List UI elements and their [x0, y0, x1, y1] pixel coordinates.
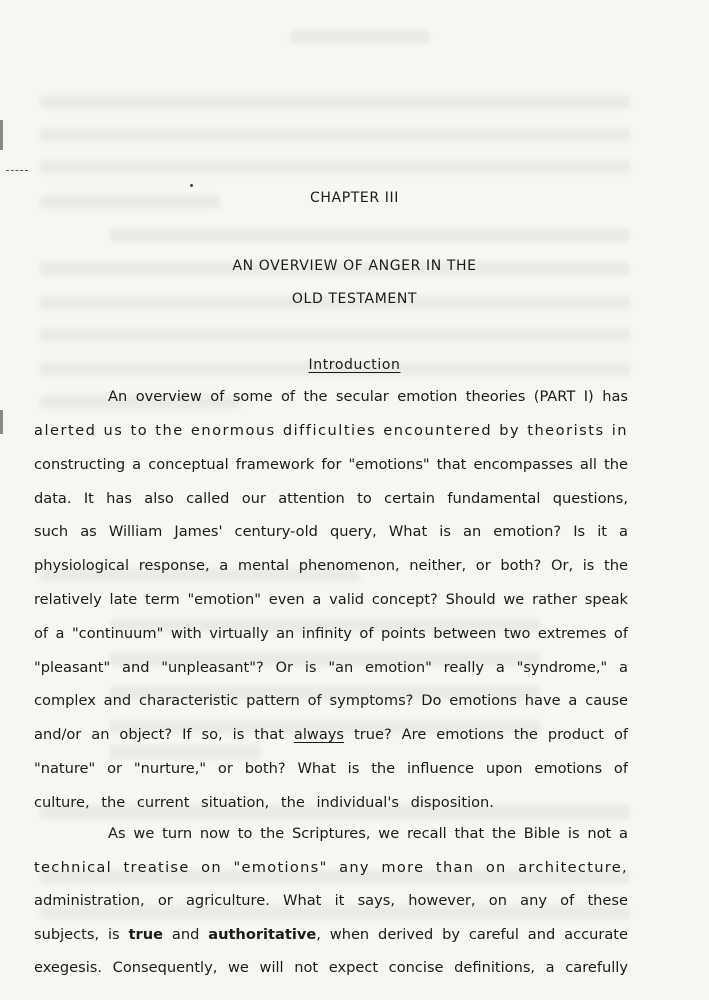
paragraph-line — [34, 925, 628, 945]
paragraph-line: constructing a conceptual framework for "emotions" that encompasses all the — [34, 456, 628, 473]
scan-dot-mark — [190, 184, 193, 187]
paragraph-text: , when derived by careful and accurate — [316, 926, 629, 943]
paragraph-line: "nature" or "nurture," or both? What is the influence upon emotions of — [34, 760, 628, 777]
section-heading-text: Introduction — [308, 357, 401, 373]
paragraph-line: exegesis. Consequently, we will not expect concise definitions, a carefully — [34, 959, 628, 976]
paragraph-text: and/or an object? If so, is that — [34, 726, 294, 743]
paragraph-text: true? Are emotions the product of — [344, 726, 629, 743]
scan-edge-mark — [0, 120, 3, 150]
paragraph-line: relatively late term "emotion" even a valid concept? Should we rather speak — [34, 591, 628, 608]
paragraph-line: administration, or agriculture. What it says, however, on any of these — [34, 892, 628, 909]
emphasized-word: always — [293, 726, 345, 743]
chapter-title-line-2: OLD TESTAMENT — [291, 291, 418, 307]
paragraph-line: such as William James' century-old query, What is an emotion? Is it a — [34, 523, 628, 540]
bold-word: true — [128, 926, 164, 943]
paragraph-line: technical treatise on "emotions" any more than on architecture, — [34, 859, 628, 876]
paragraph-line: of a "continuum" with virtually an infinity of points between two extremes of — [34, 625, 628, 642]
bold-word: authoritative — [208, 926, 317, 943]
paragraph-line: "pleasant" and "unpleasant"? Or is "an emotion" really a "syndrome," a — [34, 659, 628, 676]
scan-dash-mark — [6, 170, 28, 173]
paragraph-text: and — [163, 926, 209, 943]
chapter-title-line-1: AN OVERVIEW OF ANGER IN THE — [232, 258, 477, 274]
section-heading — [0, 356, 709, 374]
chapter-heading: CHAPTER III — [310, 190, 399, 206]
paragraph-line: physiological response, a mental phenomenon, neither, or both? Or, is the — [34, 557, 628, 574]
paragraph-line: As we turn now to the Scriptures, we recall that the Bible is not a — [108, 825, 628, 842]
paragraph-line: complex and characteristic pattern of symptoms? Do emotions have a cause — [34, 692, 628, 709]
paragraph-line: alerted us to the enormous difficulties encountered by theorists in — [34, 422, 628, 439]
paragraph-line: culture, the current situation, the individual's disposition. — [34, 794, 494, 811]
paragraph-text: subjects, is — [34, 926, 129, 943]
paragraph-line: An overview of some of the secular emotion theories (PART I) has — [108, 388, 628, 405]
scan-edge-mark — [0, 410, 3, 434]
paragraph-line: data. It has also called our attention to certain fundamental questions, — [34, 490, 628, 507]
paragraph-line — [34, 725, 628, 745]
